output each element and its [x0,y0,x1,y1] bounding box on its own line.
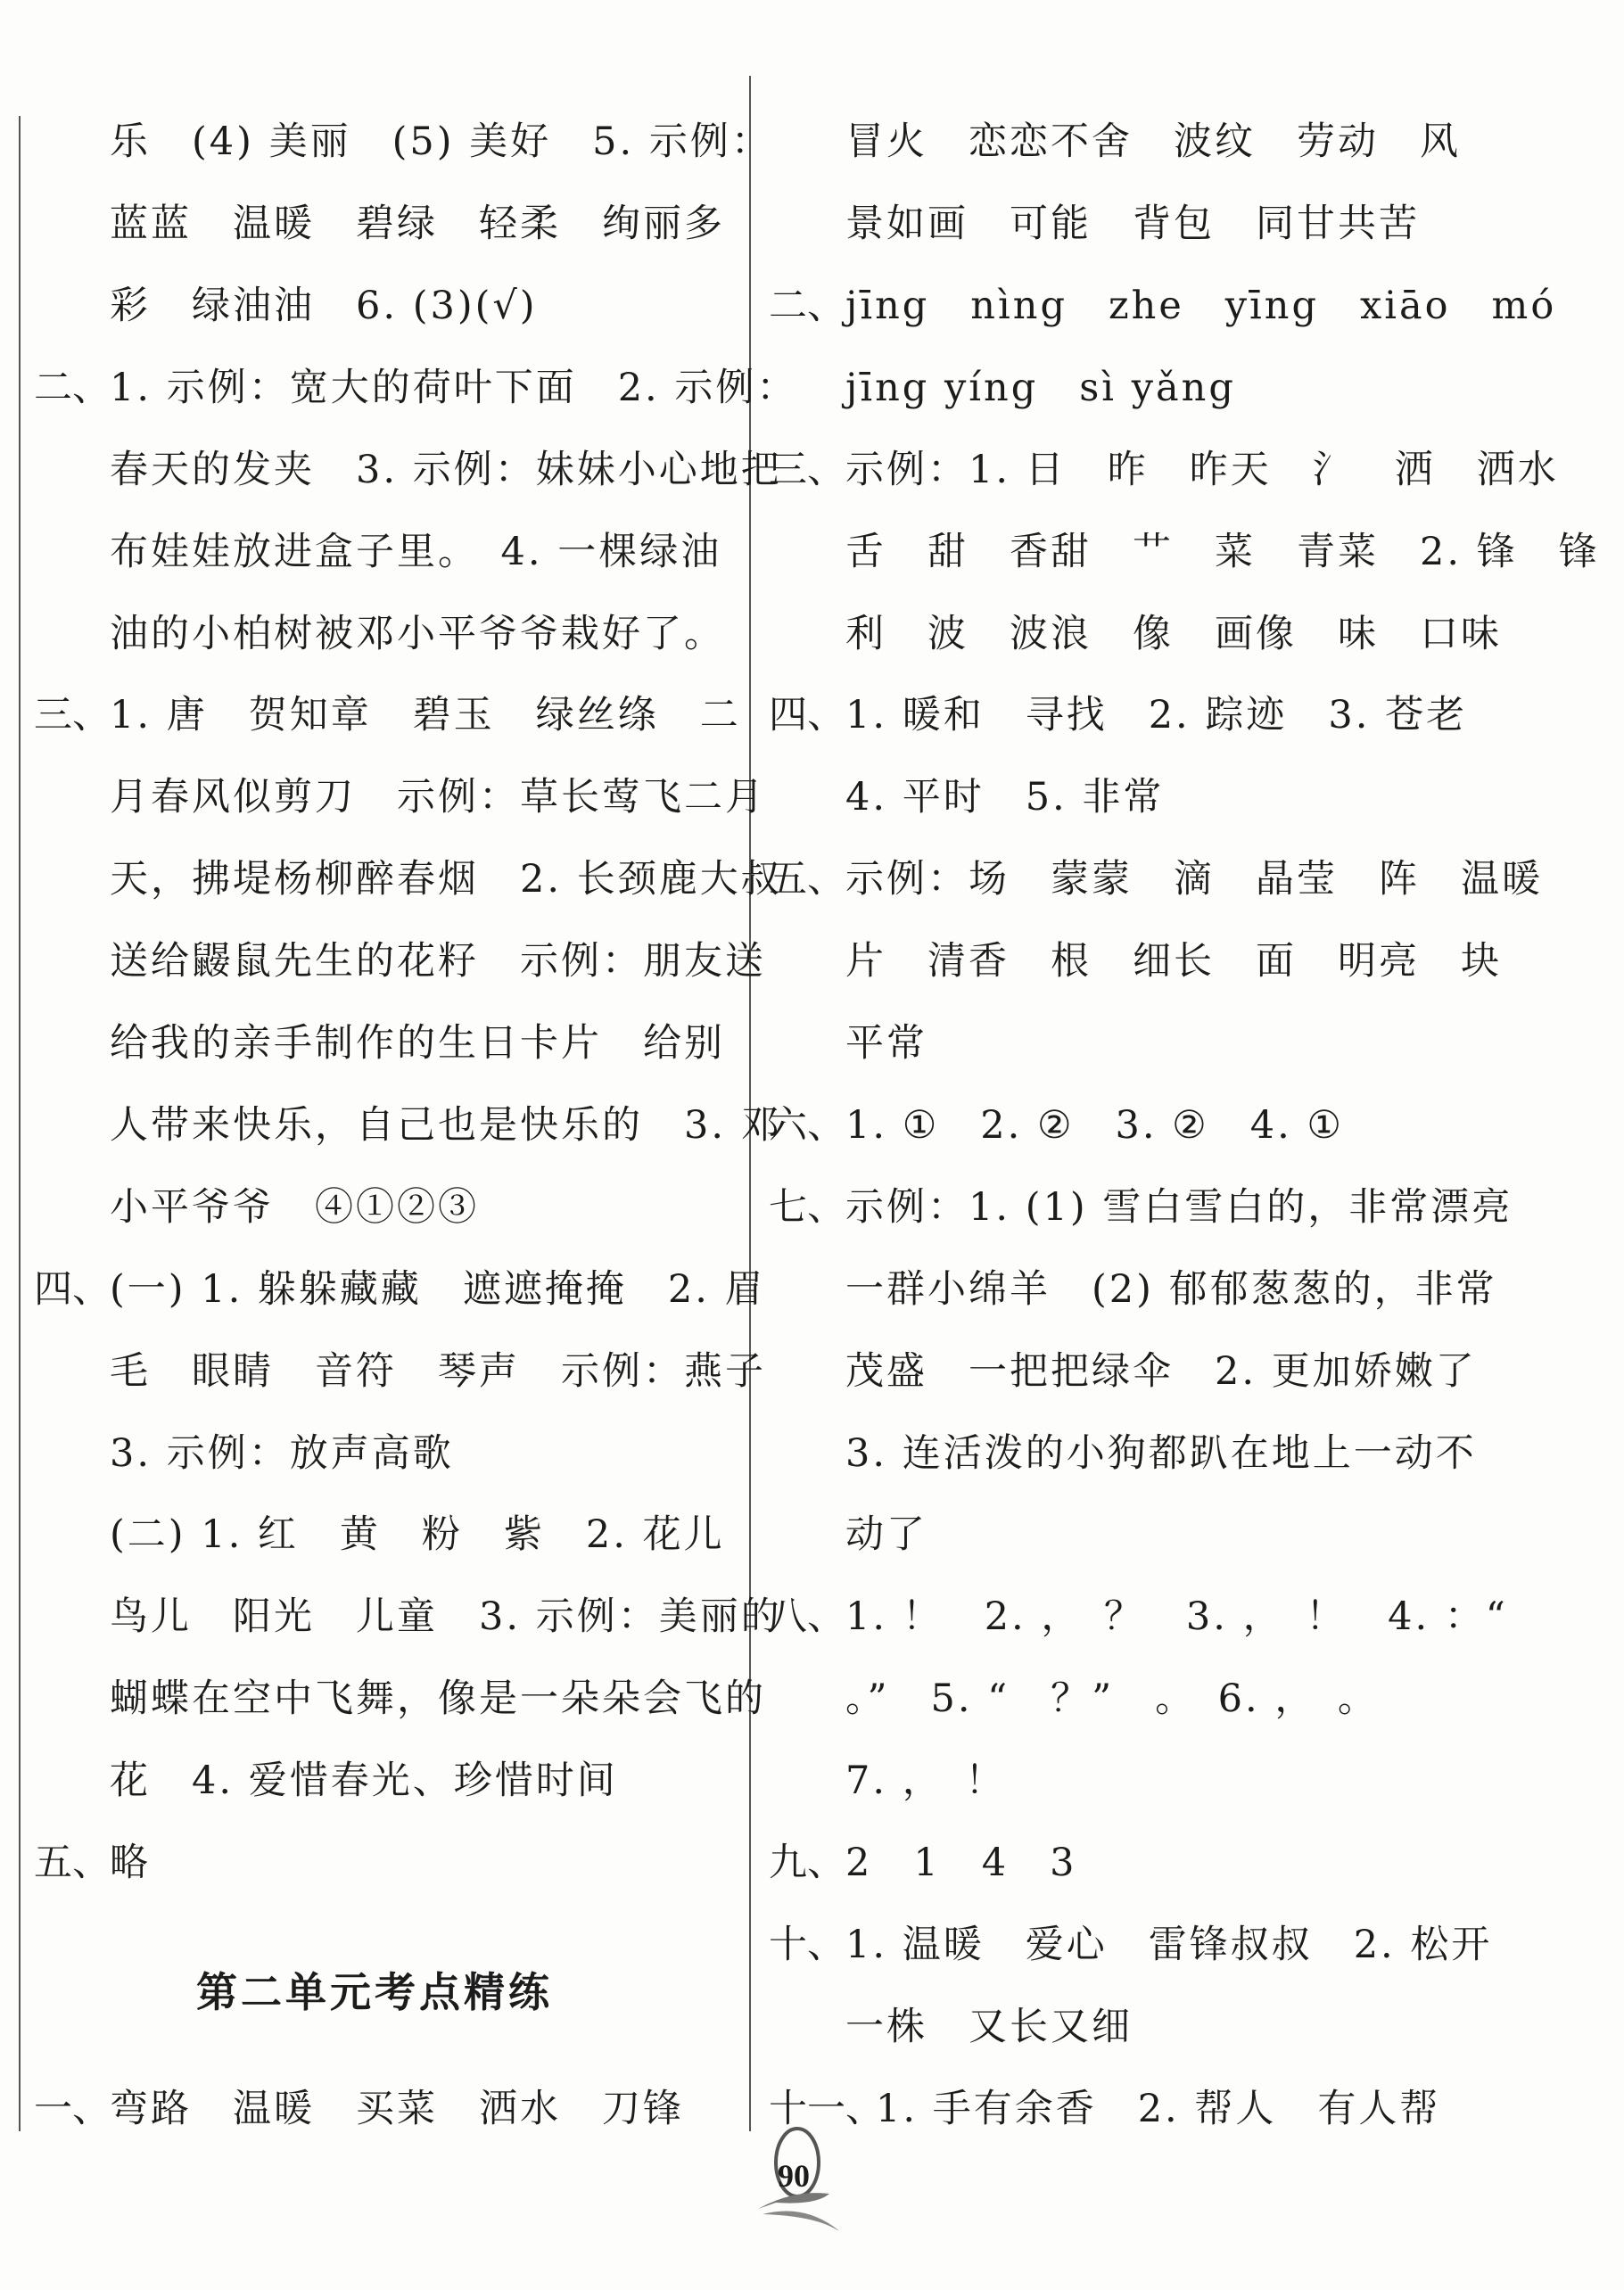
answer-line: 略 [110,1841,151,1885]
answer-line: 1. 示例：宽大的荷叶下面 2. 示例： [110,366,798,410]
answer-line: 1. 温暖 爱心 雷锋叔叔 2. 松开 [845,1923,1493,1967]
answer-line: 一群小绵羊 (2) 郁郁葱葱的，非常 [845,1267,1497,1312]
question-number: 五、 [769,857,845,902]
answer-line: 。” 5. “ ？” 。 6. ， 。 [845,1676,1379,1721]
answer-line: 天，拂堤杨柳醉春烟 2. 长颈鹿大叔 [110,857,782,902]
question-number: 二、 [34,366,111,410]
answer-line: 1. 手有余香 2. 帮人 有人帮 [876,2087,1441,2131]
question-number: 四、 [769,693,845,737]
answer-line: 毛 眼睛 音符 琴声 示例：燕子 [110,1349,766,1394]
answer-line: 油的小柏树被邓小平爷爷栽好了。 [110,612,725,656]
answer-line: 示例：1. 日 昨 昨天 氵 洒 洒水 [845,448,1559,492]
question-number: 九、 [769,1841,845,1885]
question-number: 一、 [34,2087,111,2131]
answer-line: 2 1 4 3 [845,1841,1077,1885]
answer-line: 一株 又长又细 [845,2005,1133,2049]
answer-line: 茂盛 一把把绿伞 2. 更加娇嫩了 [845,1349,1477,1394]
answer-line: 3. 示例：放声高歌 [110,1431,454,1476]
question-number: 三、 [34,693,111,737]
answer-line: 花 4. 爱惜春光、珍惜时间 [110,1759,618,1803]
question-number: 七、 [769,1185,845,1230]
answer-line: 鸟儿 阳光 儿童 3. 示例：美丽的 [110,1594,782,1639]
answer-line: (一) 1. 躲躲藏藏 遮遮掩掩 2. 眉 [110,1267,766,1312]
answer-line: 布娃娃放进盒子里。 4. 一棵绿油 [110,530,722,574]
question-number: 八、 [769,1594,845,1639]
answer-line: 1. ！ 2. ， ？ 3. ， ！ 4. ：“ [845,1594,1508,1639]
answer-line: 平常 [845,1021,927,1066]
answer-line: 蝴蝶在空中飞舞，像是一朵朵会飞的 [110,1676,766,1721]
answer-line: 春天的发夹 3. 示例：妹妹小心地把 [110,448,782,492]
answer-line: 送给鼹鼠先生的花籽 示例：朋友送 [110,939,766,984]
answer-line: 4. 平时 5. 非常 [845,775,1165,820]
answer-line: 彩 绿油油 6. (3)(√) [110,284,538,328]
question-number: 十、 [769,1923,845,1967]
answer-line: (二) 1. 红 黄 粉 紫 2. 花儿 [110,1512,725,1557]
answer-line: 人带来快乐，自己也是快乐的 3. 邓 [110,1103,782,1148]
answer-line: jīng nìng zhe yīng xiāo mó [845,284,1557,328]
answer-line: 示例：场 蒙蒙 滴 晶莹 阵 温暖 [845,857,1543,902]
answer-line: 1. 唐 贺知章 碧玉 绿丝绦 二 [110,693,741,737]
section-title: 第二单元考点精练 [196,1968,553,2016]
answer-line: 1. ① 2. ② 3. ② 4. ① [845,1103,1344,1148]
answer-line: 冒火 恋恋不舍 波纹 劳动 风 [845,119,1461,164]
answer-line: 蓝蓝 温暖 碧绿 轻柔 绚丽多 [110,202,725,246]
answer-line: 月春风似剪刀 示例：草长莺飞二月 [110,775,766,820]
answer-line: 7. ， ！ [845,1759,1007,1803]
page-number: 90 [778,2158,810,2194]
answer-line: 景如画 可能 背包 同甘共苦 [845,202,1420,246]
answer-line: 3. 连活泼的小狗都趴在地上一动不 [845,1431,1477,1476]
left-margin-rule [19,116,21,2131]
question-number: 四、 [34,1267,111,1312]
question-number: 五、 [34,1841,111,1885]
answer-line: 利 波 波浪 像 画像 味 口味 [845,612,1502,656]
answer-line: 片 清香 根 细长 面 明亮 块 [845,939,1502,984]
answer-line: 小平爷爷 ④①②③ [110,1185,479,1230]
answer-line: jīng yíng sì yǎng [845,366,1236,410]
answer-line: 舌 甜 香甜 艹 菜 青菜 2. 锋 锋 [845,530,1600,574]
question-number: 六、 [769,1103,845,1148]
question-number: 二、 [769,284,845,328]
page-number-badge [758,2127,838,2243]
answer-line: 动了 [845,1512,927,1557]
answer-line: 1. 暖和 寻找 2. 踪迹 3. 苍老 [845,693,1468,737]
answer-line: 给我的亲手制作的生日卡片 给别 [110,1021,725,1066]
answer-line: 乐 (4) 美丽 (5) 美好 5. 示例： [110,119,772,164]
question-number: 十一、 [769,2087,884,2131]
question-number: 三、 [769,448,845,492]
answer-line: 弯路 温暖 买菜 洒水 刀锋 [110,2087,684,2131]
answer-line: 示例：1. (1) 雪白雪白的，非常漂亮 [845,1185,1513,1230]
